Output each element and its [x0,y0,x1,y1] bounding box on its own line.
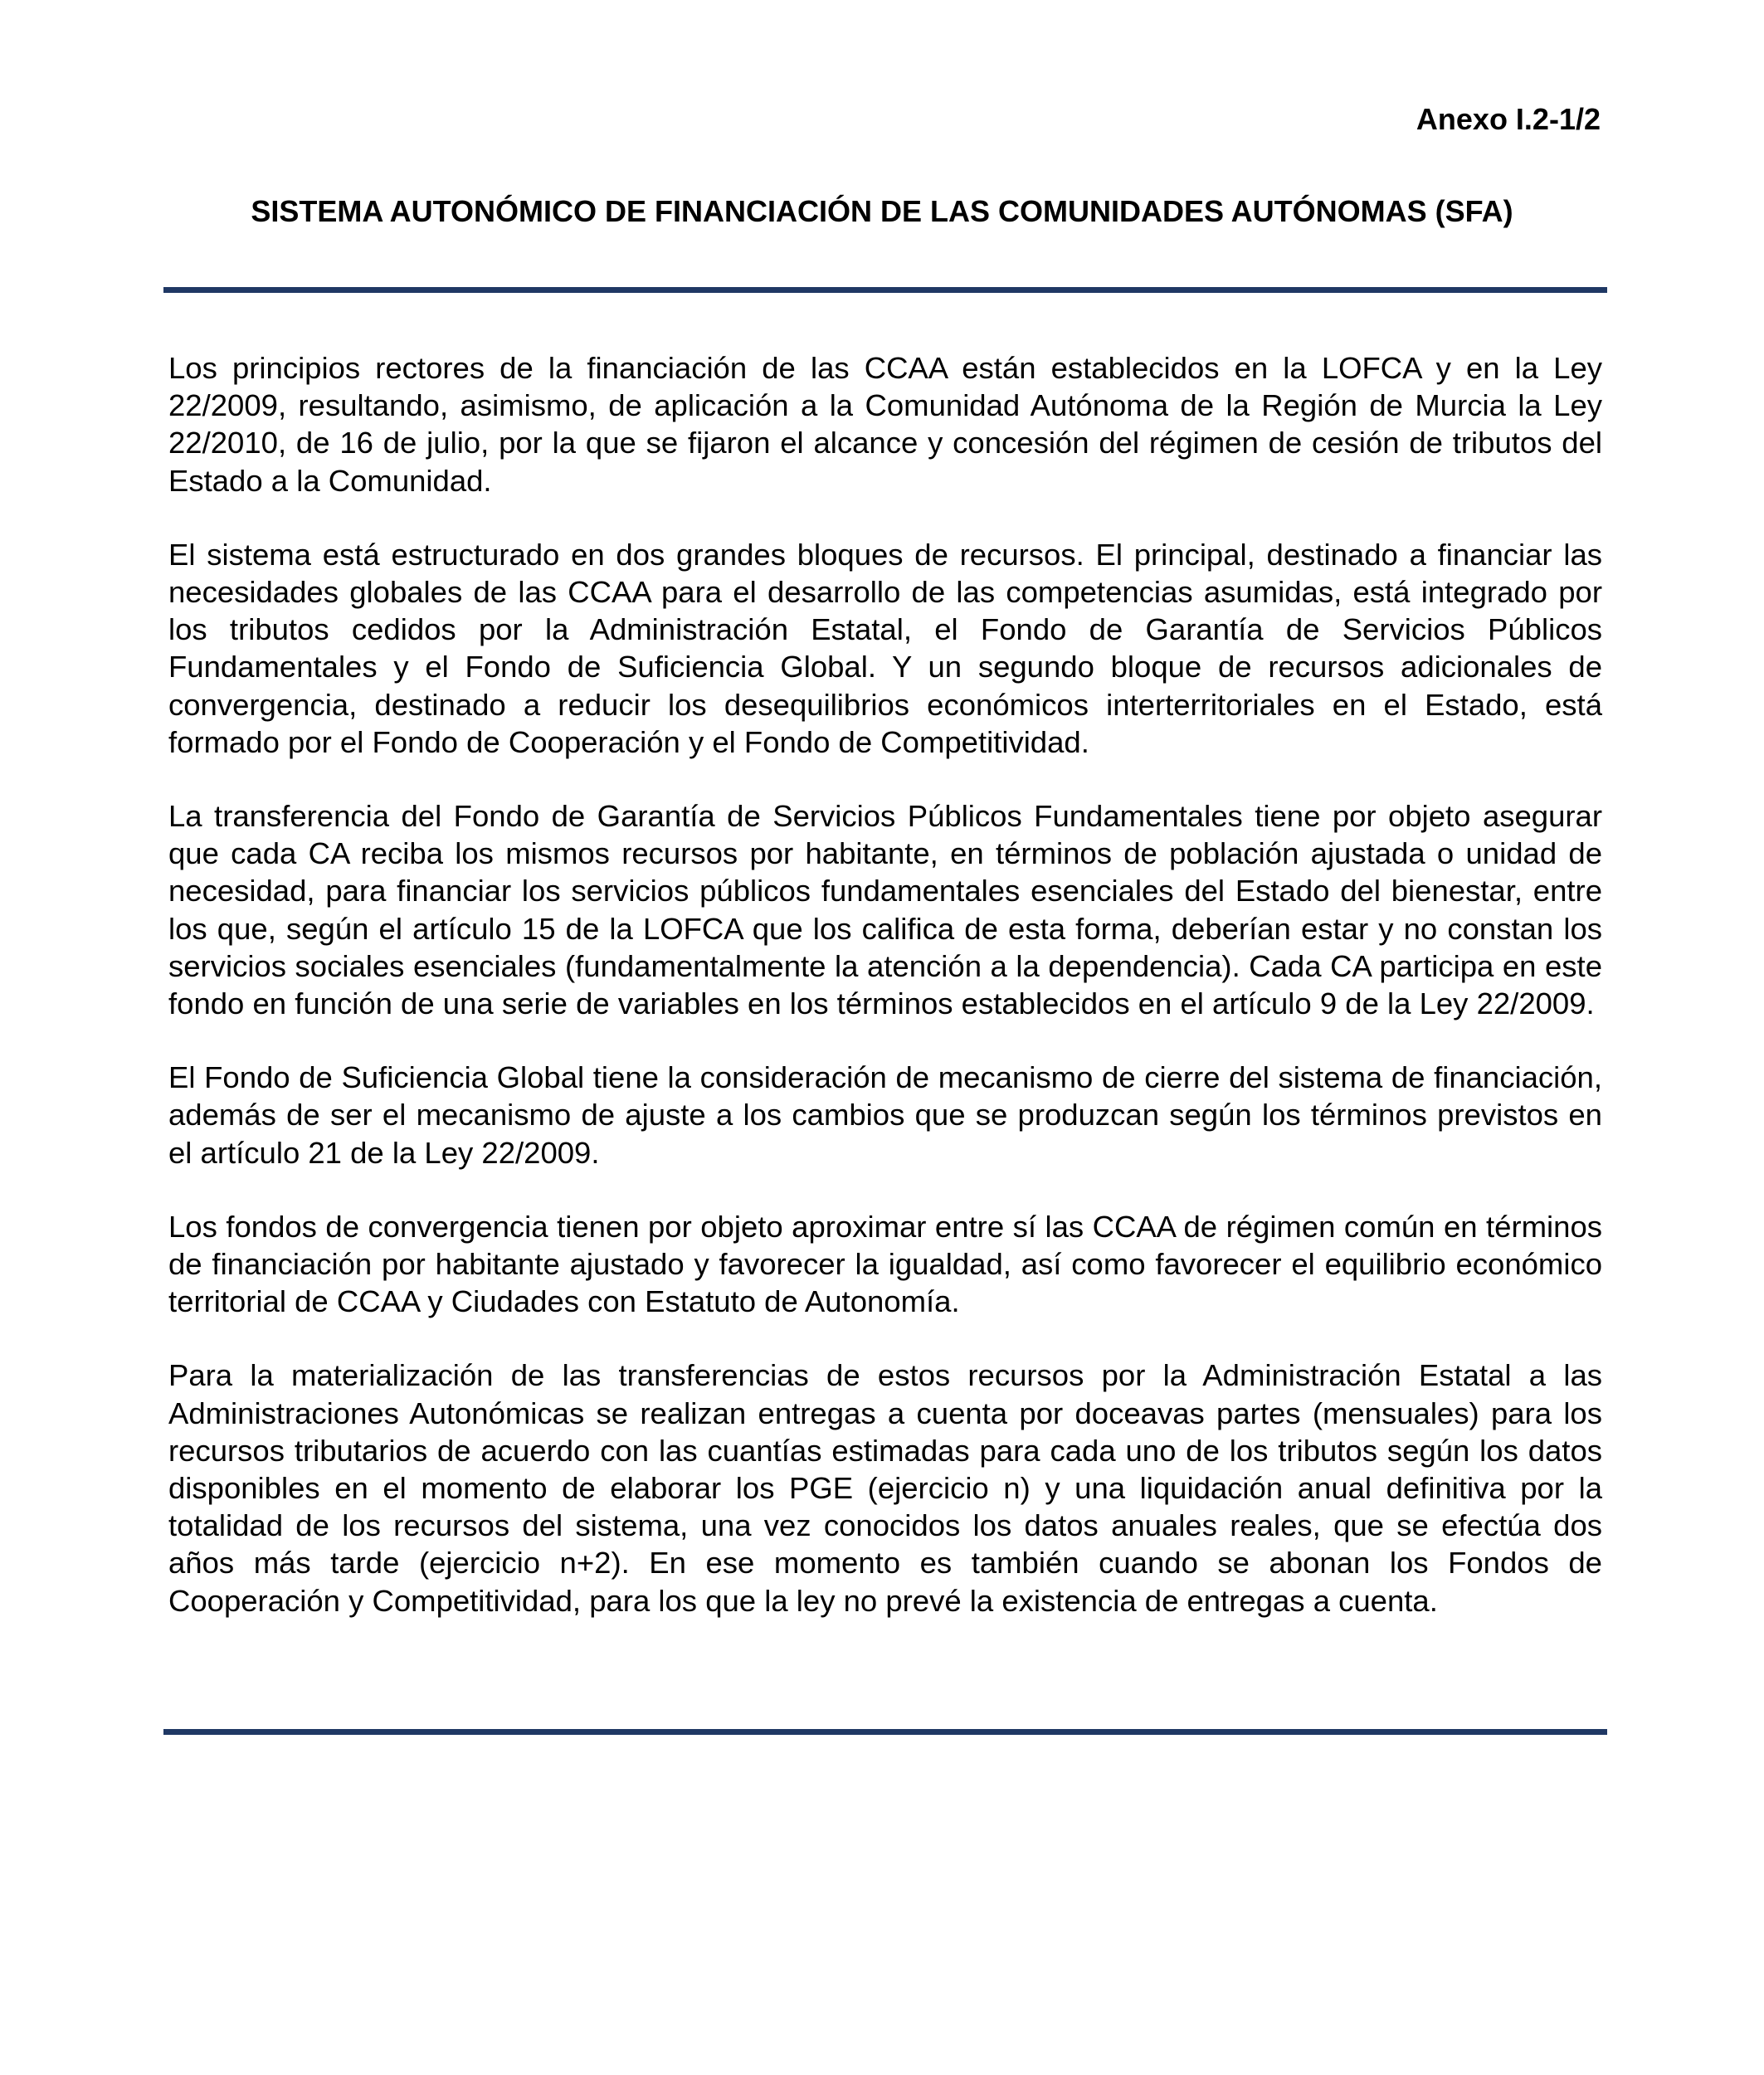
paragraph-structure: El sistema está estructurado en dos grandes bloques de recursos. El principal, destinado a financiar las necesidades globales de las CCAA para el desarrollo de las competencias asumidas, está integrado por los tributos cedidos por la Administración Estatal, el Fondo de Garantía de Servicios Públicos Fundamentales y el Fondo de Suficiencia Global. Y un segundo bloque de recursos adicionales de convergencia, destinado a reducir los desequilibrios económicos interterritoriales en el Estado, está formado por el Fondo de Cooperación y el Fondo de Competitividad. [168,537,1602,759]
paragraph-sufficiency-fund: El Fondo de Suficiencia Global tiene la consideración de mecanismo de cierre del sistema de financiación, además de ser el mecanismo de ajuste a los cambios que se produzcan según los términos previstos en el artículo 21 de la Ley 22/2009. [168,1060,1602,1170]
top-divider [163,287,1607,293]
document-body [168,349,1602,1656]
paragraph-transfers: Para la materialización de las transferencias de estos recursos por la Administración Estatal a las Administraciones Autonómicas se realizan entregas a cuenta por doceavas partes (mensuales) para los recursos tributarios de acuerdo con las cuantías estimadas para cada uno de los tributos según los datos disponibles en el momento de elaborar los PGE (ejercicio n) y una liquidación anual definitiva por la totalidad de los recursos del sistema, una vez conocidos los datos anuales reales, que se efectúa dos años más tarde (ejercicio n+2). En ese momento es también cuando se abonan los Fondos de Cooperación y Competitividad, para los que la ley no prevé la existencia de entregas a cuenta. [168,1358,1602,1618]
document-title: SISTEMA AUTONÓMICO DE FINANCIACIÓN DE LAS COMUNIDADES AUTÓNOMAS (SFA) [251,194,1513,228]
annex-label: Anexo I.2-1/2 [1416,102,1601,136]
paragraph-convergence-funds: Los fondos de convergencia tienen por objeto aproximar entre sí las CCAA de régimen común en términos de financiación por habitante ajustado y favorecer la igualdad, así como favorecer el equilibrio económico territorial de CCAA y Ciudades con Estatuto de Autonomía. [168,1209,1602,1319]
paragraph-principles: Los principios rectores de la financiación de las CCAA están establecidos en la LOFCA y en la Ley 22/2009, resultando, asimismo, de aplicación a la Comunidad Autónoma de la Región de Murcia la Ley 22/2010, de 16 de julio, por la que se fijaron el alcance y concesión del régimen de cesión de tributos del Estado a la Comunidad. [168,351,1602,498]
bottom-divider [163,1729,1607,1735]
paragraph-guarantee-fund: La transferencia del Fondo de Garantía de Servicios Públicos Fundamentales tiene por objeto asegurar que cada CA reciba los mismos recursos por habitante, en términos de población ajustada o unidad de necesidad, para financiar los servicios públicos fundamentales esenciales del Estado del bienestar, entre los que, según el artículo 15 de la LOFCA que los califica de esta forma, deberían estar y no constan los servicios sociales esenciales (fundamentalmente la atención a la dependencia). Cada CA participa en este fondo en función de una serie de variables en los términos establecidos en el artículo 9 de la Ley 22/2009. [168,799,1602,1021]
